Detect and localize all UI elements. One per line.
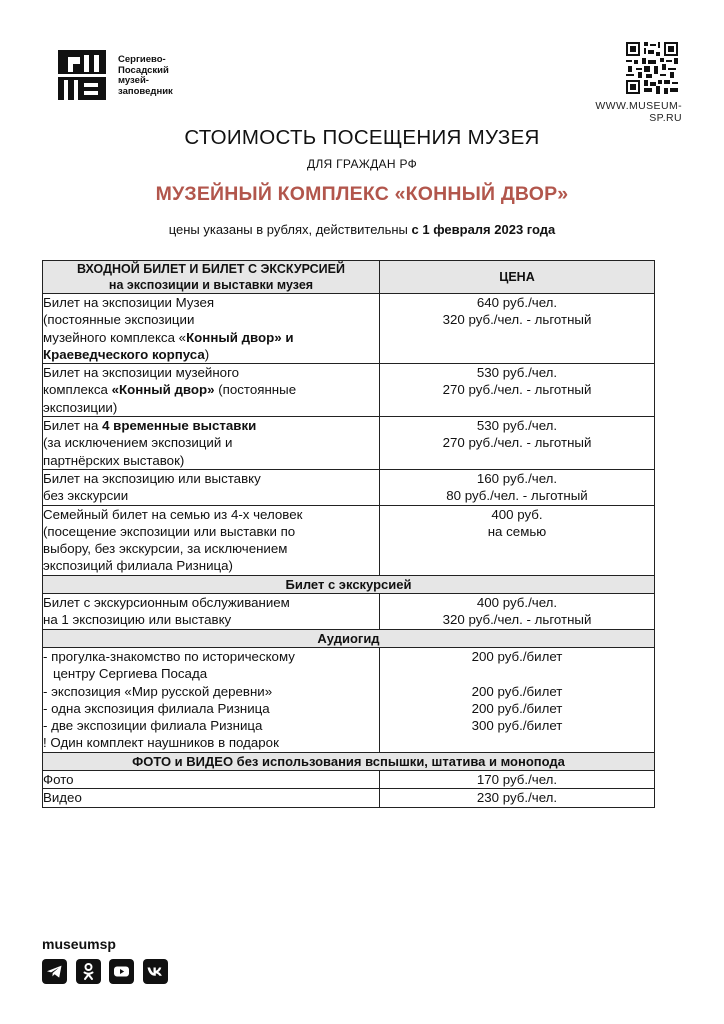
telegram-icon[interactable] — [42, 959, 67, 984]
ticket-price: 160 руб./чел. 80 руб./чел. - льготный — [379, 469, 654, 505]
header-ticket-type: ВХОДНОЙ БИЛЕТ И БИЛЕТ С ЭКСКУРСИЕЙ на экспозиции и выставки музея — [43, 261, 380, 294]
video-label: Видео — [43, 789, 380, 807]
section-photo-video: ФОТО и ВИДЕО без использования вспышки, штатива и монопода — [43, 752, 655, 770]
table-row — [43, 505, 655, 575]
table-row — [43, 789, 655, 807]
table-row — [43, 294, 655, 364]
table-header-row — [43, 261, 655, 294]
section-excursion: Билет с экскурсией — [43, 575, 655, 593]
ticket-price: 640 руб./чел. 320 руб./чел. - льготный — [379, 294, 654, 364]
logo-text: Сергиево- Посадский музей- заповедник — [118, 54, 173, 97]
table-row — [43, 469, 655, 505]
ticket-price: 530 руб./чел. 270 руб./чел. - льготный — [379, 417, 654, 470]
table-row — [43, 417, 655, 470]
header-price: ЦЕНА — [379, 261, 654, 294]
odnoklassniki-icon[interactable] — [76, 959, 101, 984]
audio-guide-options: - прогулка-знакомство по историческому центру Сергиева Посада - экспозиция «Мир русской деревни» - одна экспозиция филиала Ризница - две экспозиции филиала Ризница ! Один комплект наушников в подарок — [43, 647, 380, 752]
table-row — [43, 364, 655, 417]
ticket-description: Семейный билет на семью из 4-х человек (посещение экспозиции или выставки по выбору, без экскурсии, за исключением экспозиций филиала Ризница) — [43, 505, 380, 575]
photo-label: Фото — [43, 771, 380, 789]
section-row — [43, 752, 655, 770]
qr-code-icon — [626, 42, 678, 94]
ticket-price: 400 руб. на семью — [379, 505, 654, 575]
table-row — [43, 647, 655, 752]
table-row — [43, 594, 655, 630]
ticket-description: Билет на экспозиции Музея (постоянные экспозиции музейного комплекса «Конный двор» и Краеведческого корпуса) — [43, 294, 380, 364]
section-row — [43, 629, 655, 647]
validity-date: с 1 февраля 2023 года — [411, 222, 556, 237]
vk-icon[interactable] — [143, 959, 168, 984]
museum-logo — [58, 50, 106, 100]
table-row — [43, 771, 655, 789]
section-audio-guide: Аудиогид — [43, 629, 655, 647]
ticket-description: Билет на экспозиции музейного комплекса «Конный двор» (постоянные экспозиции) — [43, 364, 380, 417]
ticket-description: Билет с экскурсионным обслуживанием на 1 экспозицию или выставку — [43, 594, 380, 630]
photo-price: 170 руб./чел. — [379, 771, 654, 789]
price-table — [42, 260, 655, 808]
page-title: СТОИМОСТЬ ПОСЕЩЕНИЯ МУЗЕЯ — [184, 126, 540, 149]
validity-note: цены указаны в рублях, действительны с 1 февраля 2023 года — [168, 222, 556, 237]
page-subtitle: ДЛЯ ГРАЖДАН РФ — [306, 157, 418, 171]
ticket-price: 530 руб./чел. 270 руб./чел. - льготный — [379, 364, 654, 417]
social-handle: museumsp — [42, 936, 116, 952]
youtube-icon[interactable] — [109, 959, 134, 984]
complex-name: МУЗЕЙНЫЙ КОМПЛЕКС «КОННЫЙ ДВОР» — [155, 183, 569, 205]
video-price: 230 руб./чел. — [379, 789, 654, 807]
section-row — [43, 575, 655, 593]
headphones-note: ! Один комплект наушников в подарок — [43, 735, 279, 751]
audio-guide-prices: 200 руб./билет 200 руб./билет 200 руб./билет 300 руб./билет — [379, 647, 654, 752]
website-link[interactable]: WWW.MUSEUM-SP.RU — [595, 100, 682, 124]
ticket-description: Билет на 4 временные выставки (за исключением экспозиций и партнёрских выставок) — [43, 417, 380, 470]
ticket-description: Билет на экспозицию или выставку без экскурсии — [43, 469, 380, 505]
ticket-price: 400 руб./чел. 320 руб./чел. - льготный — [379, 594, 654, 630]
